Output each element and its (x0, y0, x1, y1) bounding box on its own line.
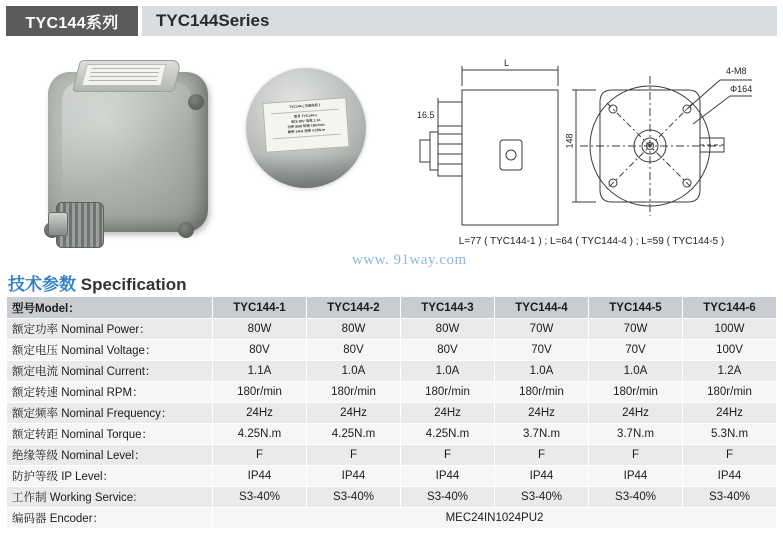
table-cell: 5.3N.m (683, 424, 777, 445)
table-row-encoder (7, 508, 777, 529)
motor-nameplate (81, 64, 166, 86)
table-cell: F (307, 445, 401, 466)
table-cell: 24Hz (589, 403, 683, 424)
row-label: 额定电压 Nominal Voltage： (7, 340, 213, 361)
table-cell: 70V (589, 340, 683, 361)
column-header-model-3: TYC144-3 (401, 297, 495, 319)
page-title (8, 270, 187, 295)
table-cell: F (589, 445, 683, 466)
table-cell: 24Hz (495, 403, 589, 424)
table-cell: 1.0A (401, 361, 495, 382)
specification-table (6, 296, 777, 529)
table-cell: 24Hz (401, 403, 495, 424)
table-row (7, 340, 777, 361)
table-cell: 80V (213, 340, 307, 361)
table-cell: 80W (213, 319, 307, 340)
table-cell: 70W (589, 319, 683, 340)
table-cell: S3-40% (401, 487, 495, 508)
photo-shadow (246, 154, 366, 188)
table-row (7, 466, 777, 487)
nameplate-detail (262, 97, 349, 153)
table-header-row (7, 297, 777, 319)
table-row (7, 403, 777, 424)
row-label: 额定电流 Nominal Current： (7, 361, 213, 382)
table-cell: 180r/min (307, 382, 401, 403)
row-label: 额定转速 Nominal RPM： (7, 382, 213, 403)
table-cell: 1.0A (495, 361, 589, 382)
table-cell: IP44 (401, 466, 495, 487)
column-header-model-4: TYC144-4 (495, 297, 589, 319)
table-cell: 180r/min (683, 382, 777, 403)
callout-diameter: Φ164 (730, 84, 753, 94)
table-cell: IP44 (589, 466, 683, 487)
table-cell: 24Hz (307, 403, 401, 424)
motor-shaft-cap (48, 212, 68, 236)
table-cell: 100V (683, 340, 777, 361)
row-label: 额定频率 Nominal Frequency： (7, 403, 213, 424)
table-row (7, 382, 777, 403)
table-cell: F (683, 445, 777, 466)
table-row (7, 424, 777, 445)
table-cell: S3-40% (589, 487, 683, 508)
mounting-boss-icon (178, 222, 194, 238)
series-tab: TYC144系列 (6, 6, 138, 36)
table-cell: 24Hz (213, 403, 307, 424)
table-cell: 180r/min (495, 382, 589, 403)
table-cell: IP44 (683, 466, 777, 487)
row-label: 编码器 Encoder： (7, 508, 213, 529)
length-variant-note: L=77 ( TYC144-1 ) ; L=64 ( TYC144-4 ) ; L=59 ( TYC144-5 ) (458, 236, 725, 247)
row-label: 额定转距 Nominal Torque： (7, 424, 213, 445)
nameplate-line: TYC144 ( 交流电机 ) (289, 102, 321, 110)
table-cell: 180r/min (589, 382, 683, 403)
table-cell: IP44 (213, 466, 307, 487)
table-cell: 1.2A (683, 361, 777, 382)
dim-label-L: L (504, 58, 510, 68)
table-cell: 1.0A (589, 361, 683, 382)
mounting-boss-icon (188, 94, 204, 110)
table-cell: 4.25N.m (401, 424, 495, 445)
table-cell: S3-40% (213, 487, 307, 508)
row-label: 绝缘等级 Nominal Level： (7, 445, 213, 466)
column-header-model-5: TYC144-5 (589, 297, 683, 319)
table-cell: F (401, 445, 495, 466)
technical-drawings (400, 40, 783, 265)
nameplate-line: 型号 TYC144-1 (293, 113, 318, 119)
spec-title-cn: 技术参数 (8, 275, 76, 294)
motor-photo (18, 54, 233, 254)
column-header-model: 型号Model： (7, 297, 213, 319)
table-cell: S3-40% (683, 487, 777, 508)
table-cell: 180r/min (213, 382, 307, 403)
table-cell: F (495, 445, 589, 466)
table-row (7, 361, 777, 382)
table-cell: 3.7N.m (589, 424, 683, 445)
table-cell: IP44 (307, 466, 401, 487)
table-cell: 4.25N.m (307, 424, 401, 445)
series-title: TYC144Series (156, 11, 270, 30)
table-cell: 80V (401, 340, 495, 361)
column-header-model-2: TYC144-2 (307, 297, 401, 319)
callout-4-m8: 4-M8 (726, 66, 747, 76)
table-cell: 4.25N.m (213, 424, 307, 445)
spec-title-en: Specification (80, 275, 187, 294)
row-label: 额定功率 Nominal Power： (7, 319, 213, 340)
watermark: www. 91way.com (352, 252, 467, 268)
table-row (7, 487, 777, 508)
table-cell: 70V (495, 340, 589, 361)
column-header-model-6: TYC144-6 (683, 297, 777, 319)
table-row (7, 319, 777, 340)
table-cell: 1.0A (307, 361, 401, 382)
nameplate-closeup-photo (246, 68, 366, 188)
table-cell: 70W (495, 319, 589, 340)
table-cell: 80W (401, 319, 495, 340)
nameplate-line: 电压 80V 电流 1.1A (290, 117, 321, 125)
table-cell: S3-40% (307, 487, 401, 508)
nameplate-line: 频率 24Hz 扭矩 4.25N.m (287, 127, 326, 135)
dim-label-148: 148 (564, 133, 575, 149)
table-cell: 3.7N.m (495, 424, 589, 445)
nameplate-line: 功率 80W 转速 180r/min (287, 122, 325, 130)
row-label: 工作制 Working Service: (7, 487, 213, 508)
table-cell-encoder: MEC24IN1024PU2 (213, 508, 777, 529)
table-cell: 80W (307, 319, 401, 340)
product-photo-area (0, 40, 400, 265)
table-row (7, 445, 777, 466)
row-label: 防护等级 IP Level： (7, 466, 213, 487)
table-cell: 1.1A (213, 361, 307, 382)
table-cell: 24Hz (683, 403, 777, 424)
table-cell: 80V (307, 340, 401, 361)
table-cell: S3-40% (495, 487, 589, 508)
page-header (0, 6, 783, 38)
column-header-model-1: TYC144-1 (213, 297, 307, 319)
table-cell: IP44 (495, 466, 589, 487)
table-cell: 180r/min (401, 382, 495, 403)
table-cell: F (213, 445, 307, 466)
dim-label-16-5: 16.5 (417, 110, 435, 120)
table-cell: 100W (683, 319, 777, 340)
